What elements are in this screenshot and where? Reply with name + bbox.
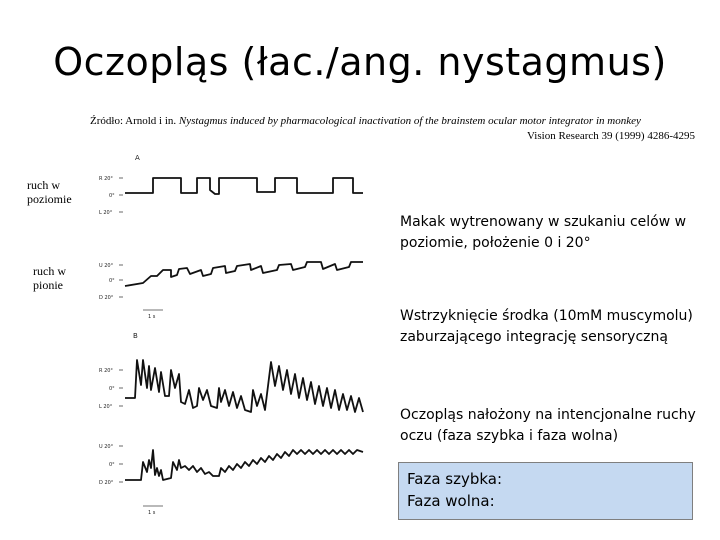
axis-b-h-mid: 0°: [109, 386, 115, 392]
source-prefix: Źródło: Arnold i in.: [90, 115, 179, 127]
note-nystagmus: Oczopląs nałożony na intencjonalne ruchy oczu (faza szybka i faza wolna): [400, 407, 696, 444]
axis-a-v-top: U 20°: [99, 263, 114, 269]
source-journal: Vision Research 39 (1999) 4286-4295: [527, 130, 695, 142]
label-horizontal-line2: poziomie: [27, 192, 72, 206]
trace-b-vertical: [125, 450, 363, 480]
source-article: Nystagmus induced by pharmacological inactivation of the brainstem ocular motor integrator in monkey: [178, 115, 641, 127]
axis-b-h-top: R 20°: [99, 368, 113, 374]
label-horizontal-line1: ruch w: [27, 178, 60, 192]
phase-slow-label: Faza wolna:: [407, 492, 495, 510]
axis-b-v-bottom: D 20°: [99, 480, 114, 486]
eye-movement-traces: [85, 150, 385, 530]
panel-b-label: B: [133, 332, 138, 340]
axis-b-v-top: U 20°: [99, 444, 114, 450]
label-vertical-movement: [33, 264, 66, 292]
phase-box: [398, 462, 693, 520]
axis-a-h-top: R 20°: [99, 176, 113, 182]
phase-fast-label: Faza szybka:: [407, 470, 503, 488]
axis-a-h-mid: 0°: [109, 193, 115, 199]
panel-a-label: A: [135, 154, 140, 162]
scale-label-a: 1 s: [148, 314, 156, 320]
axis-a-v-mid: 0°: [109, 278, 115, 284]
axis-a-h-bottom: L 20°: [99, 210, 113, 216]
label-vertical-line2: pionie: [33, 278, 63, 292]
scale-label-b: 1 s: [148, 510, 156, 516]
label-vertical-line1: ruch w: [33, 264, 66, 278]
axis-b-h-bottom: L 20°: [99, 404, 113, 410]
trace-b-horizontal: [125, 360, 363, 412]
note-injection: Wstrzyknięcie środka (10mM muscymolu) zaburzającego integrację sensoryczną: [400, 308, 693, 345]
axis-b-v-mid: 0°: [109, 462, 115, 468]
label-horizontal-movement: [27, 178, 72, 206]
source-citation: [90, 114, 695, 144]
axis-a-v-bottom: D 20°: [99, 295, 114, 301]
trace-a-vertical: [125, 262, 363, 286]
slide-title: Oczopląs (łac./ang. nystagmus): [53, 40, 667, 84]
note-training: Makak wytrenowany w szukaniu celów w poziomie, położenie 0 i 20°: [400, 214, 687, 251]
trace-a-horizontal: [125, 178, 363, 194]
